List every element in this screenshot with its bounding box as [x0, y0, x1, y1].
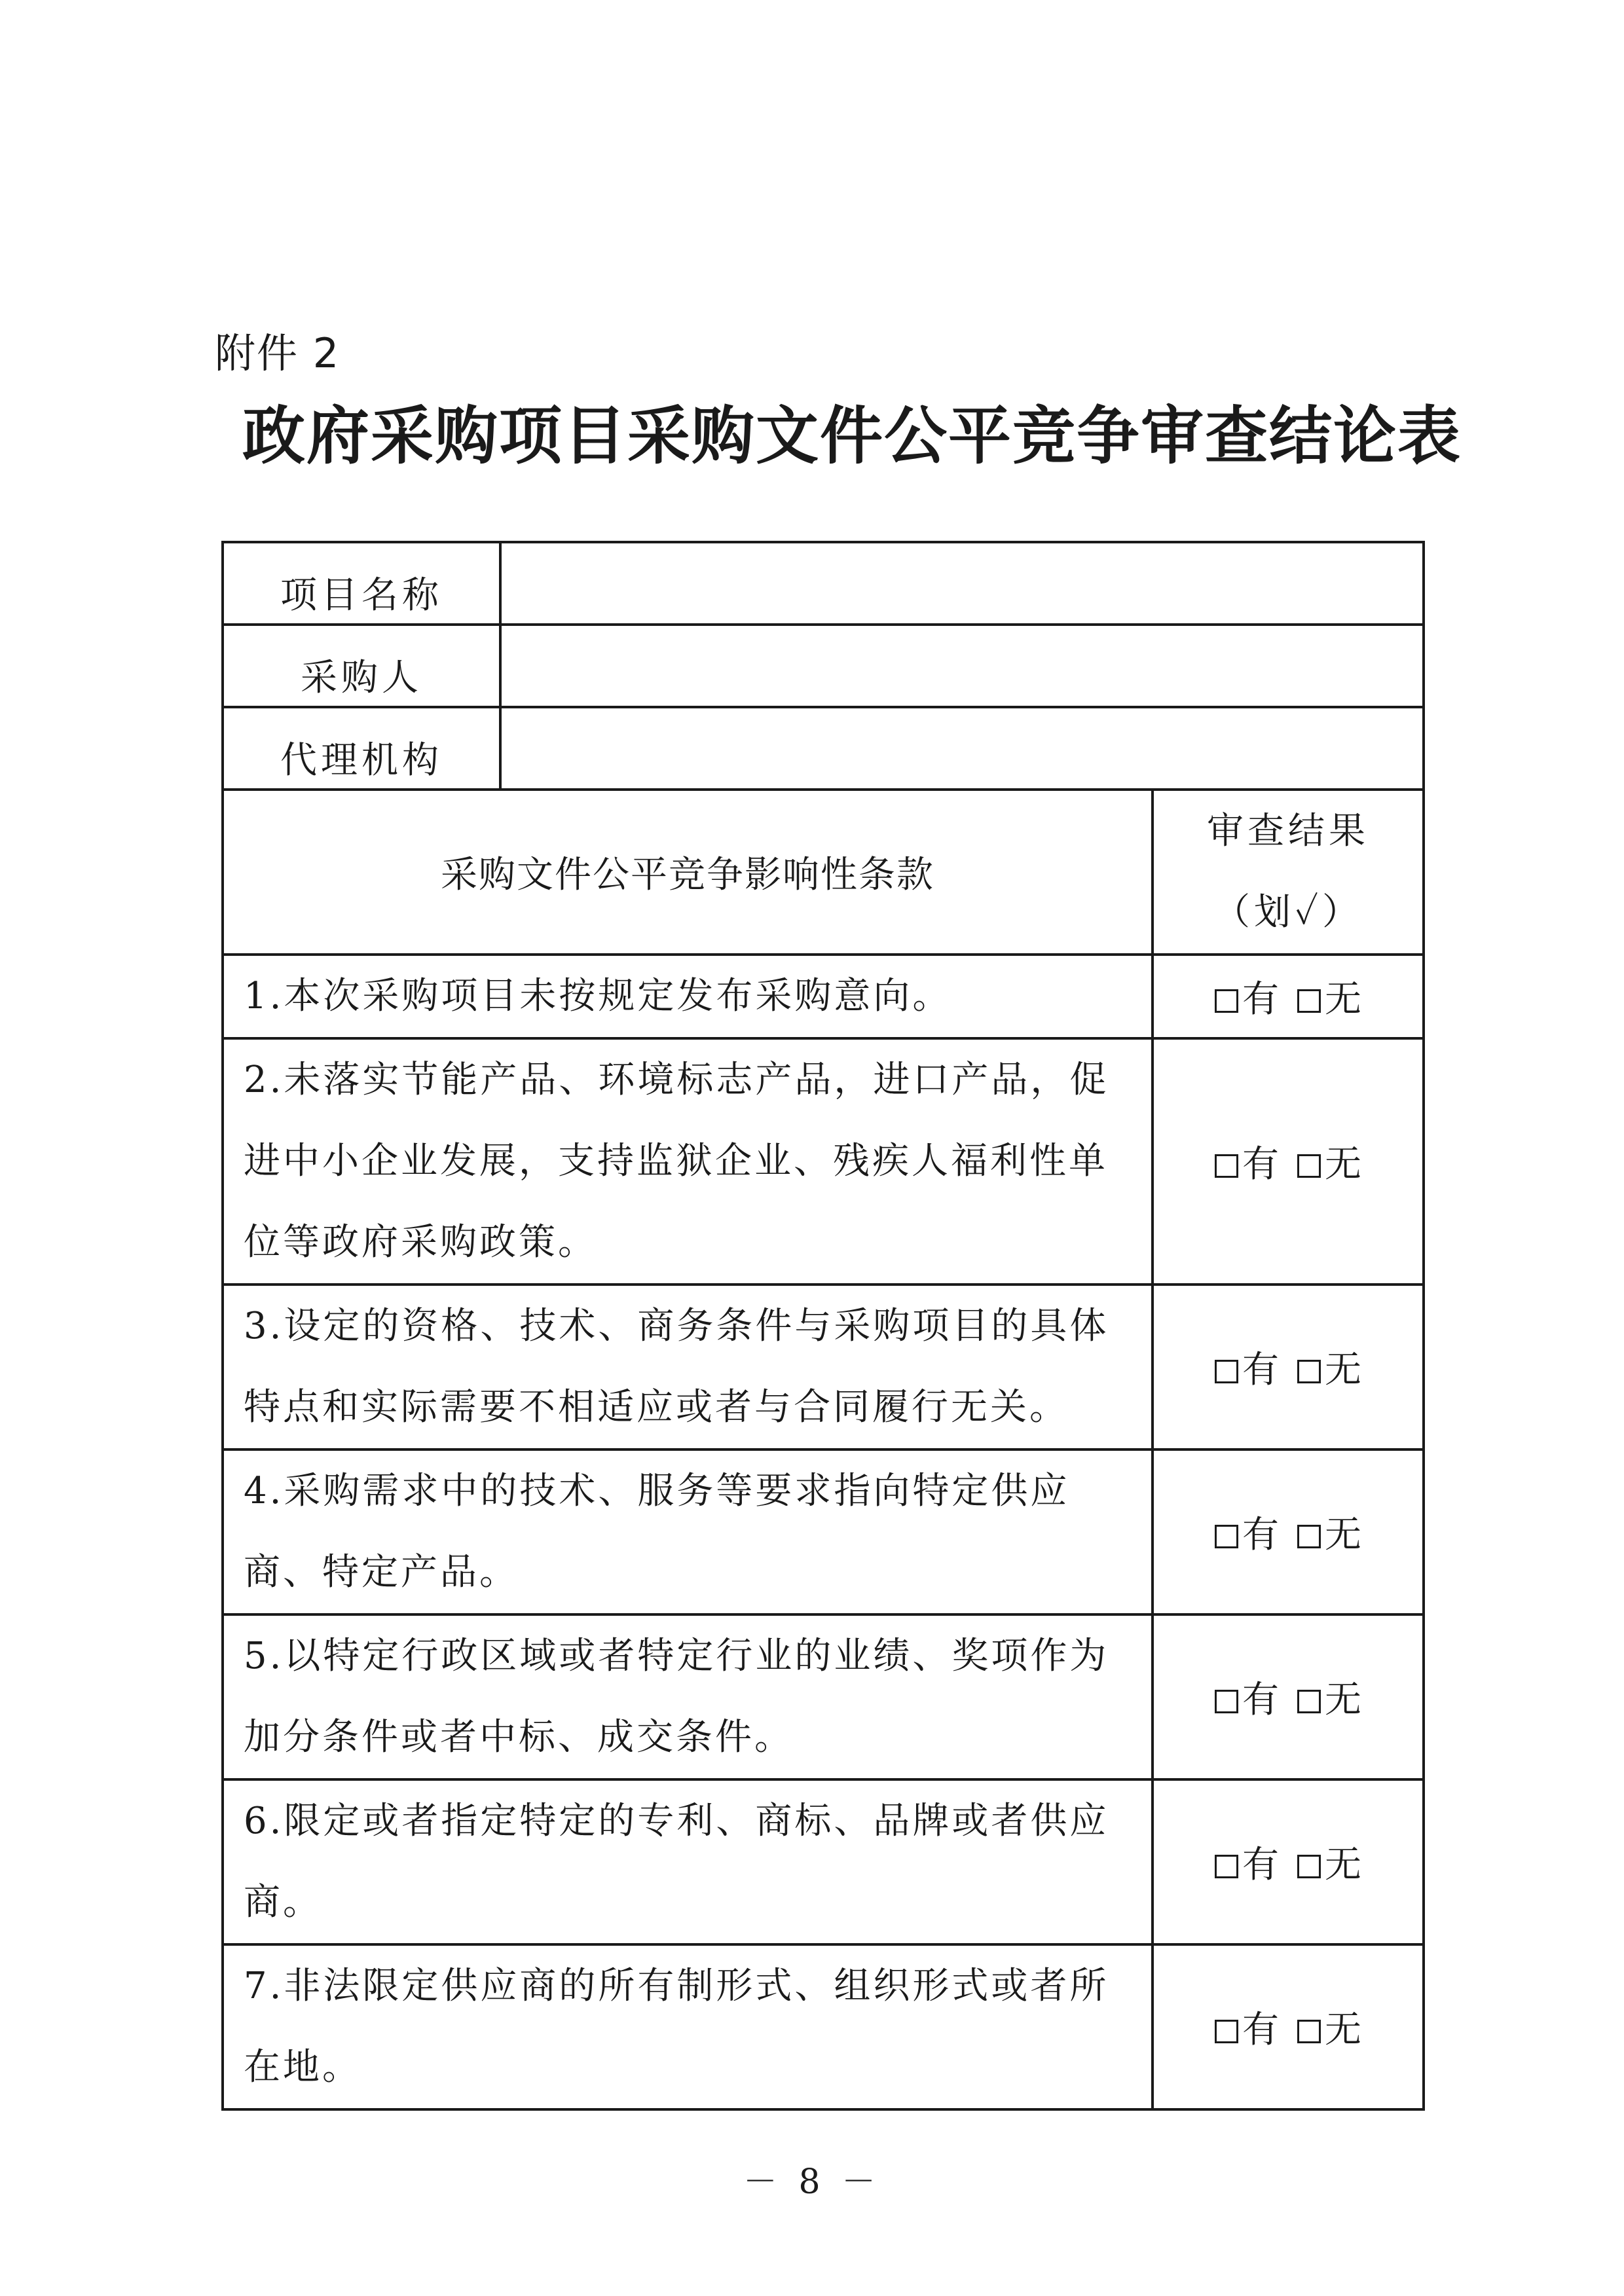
clause-row-2: [223, 1038, 1424, 1285]
page-number: － 8 －: [743, 2162, 881, 2202]
result-header-line2: （划✓）: [1213, 891, 1363, 934]
option-no-4[interactable]: 无: [1297, 1506, 1361, 1558]
clause-text-2: 2.未落实节能产品、环境标志产品，进口产品，促进中小企业发展，支持监狱企业、残疾人福利性单位等政府采购政策。: [223, 1038, 1153, 1285]
clause-text-5: 5.以特定行政区域或者特定行业的业绩、奖项作为加分条件或者中标、成交条件。: [223, 1614, 1153, 1779]
option-no-5[interactable]: 无: [1297, 1671, 1361, 1723]
checkbox-icon[interactable]: [1297, 1855, 1321, 1878]
clause-row-3: [223, 1285, 1424, 1449]
option-yes-7[interactable]: 有: [1215, 2001, 1279, 2053]
info-row-agency: [223, 707, 1424, 790]
option-yes-3[interactable]: 有: [1215, 1341, 1279, 1393]
checkbox-icon[interactable]: [1215, 2020, 1238, 2043]
page-title: 政府采购项目采购文件公平竞争审查结论表: [242, 399, 1462, 473]
clause-text-7: 7.非法限定供应商的所有制形式、组织形式或者所在地。: [223, 1944, 1153, 2109]
checkbox-icon[interactable]: [1215, 1525, 1238, 1548]
option-no-1[interactable]: 无: [1297, 970, 1361, 1023]
checkbox-icon[interactable]: [1297, 1690, 1321, 1713]
checkbox-icon[interactable]: [1297, 989, 1321, 1013]
checkbox-icon[interactable]: [1215, 1855, 1238, 1878]
result-cell-7: [1153, 1944, 1424, 2109]
clause-text-3: 3.设定的资格、技术、商务条件与采购项目的具体特点和实际需要不相适应或者与合同履行无关。: [223, 1285, 1153, 1449]
clause-row-4: [223, 1449, 1424, 1614]
clause-text-4: 4.采购需求中的技术、服务等要求指向特定供应商、特定产品。: [223, 1449, 1153, 1614]
clause-row-5: [223, 1614, 1424, 1779]
result-cell-3: [1153, 1285, 1424, 1449]
clause-text-1: 1.本次采购项目未按规定发布采购意向。: [223, 955, 1153, 1038]
result-header: [1153, 790, 1424, 955]
info-label-agency: 代理机构: [223, 707, 500, 790]
clauses-header: 采购文件公平竞争影响性条款: [223, 790, 1153, 955]
checkbox-icon[interactable]: [1215, 989, 1238, 1013]
option-no-2[interactable]: 无: [1297, 1135, 1361, 1188]
info-label-project-name: 项目名称: [223, 542, 500, 625]
result-header-line1: 审查结果: [1207, 810, 1369, 852]
checkbox-icon[interactable]: [1297, 1360, 1321, 1383]
checkbox-icon[interactable]: [1297, 1154, 1321, 1178]
result-cell-4: [1153, 1449, 1424, 1614]
result-cell-1: [1153, 955, 1424, 1038]
info-value-agency[interactable]: [500, 707, 1424, 790]
checkbox-icon[interactable]: [1215, 1360, 1238, 1383]
checkbox-icon[interactable]: [1215, 1154, 1238, 1178]
info-label-purchaser: 采购人: [223, 625, 500, 707]
option-yes-2[interactable]: 有: [1215, 1135, 1279, 1188]
clause-text-6: 6.限定或者指定特定的专利、商标、品牌或者供应商。: [223, 1779, 1153, 1944]
info-value-purchaser[interactable]: [500, 625, 1424, 707]
result-cell-6: [1153, 1779, 1424, 1944]
checkbox-icon[interactable]: [1297, 2020, 1321, 2043]
clause-row-7: [223, 1944, 1424, 2109]
checkbox-icon[interactable]: [1297, 1525, 1321, 1548]
option-yes-6[interactable]: 有: [1215, 1836, 1279, 1888]
clause-row-1: [223, 955, 1424, 1038]
option-yes-5[interactable]: 有: [1215, 1671, 1279, 1723]
attachment-label: 附件 2: [215, 329, 341, 377]
clause-row-6: [223, 1779, 1424, 1944]
result-cell-5: [1153, 1614, 1424, 1779]
info-value-project-name[interactable]: [500, 542, 1424, 625]
option-yes-1[interactable]: 有: [1215, 970, 1279, 1023]
option-no-6[interactable]: 无: [1297, 1836, 1361, 1888]
option-no-3[interactable]: 无: [1297, 1341, 1361, 1393]
checkbox-icon[interactable]: [1215, 1690, 1238, 1713]
review-table: [221, 541, 1425, 2111]
info-row-project-name: [223, 542, 1424, 625]
info-row-purchaser: [223, 625, 1424, 707]
table-header-row: [223, 790, 1424, 955]
option-no-7[interactable]: 无: [1297, 2001, 1361, 2053]
result-cell-2: [1153, 1038, 1424, 1285]
option-yes-4[interactable]: 有: [1215, 1506, 1279, 1558]
